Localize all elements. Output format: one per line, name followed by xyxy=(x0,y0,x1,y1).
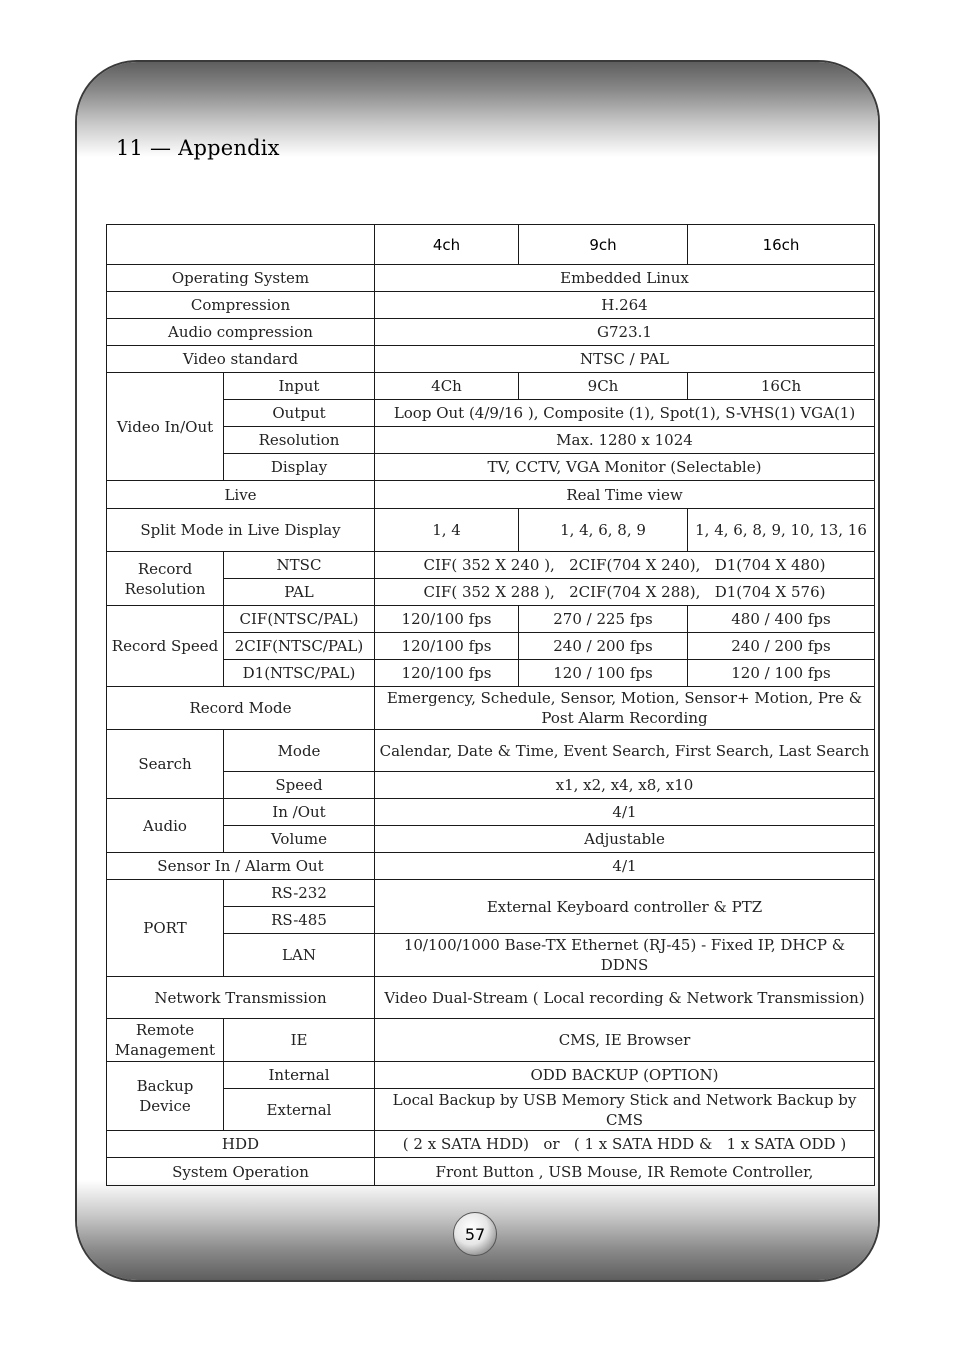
sub-label: D1(NTSC/PAL) xyxy=(224,660,375,687)
table-header-row xyxy=(107,225,875,265)
table-row xyxy=(107,265,875,292)
cell-value: 9Ch xyxy=(519,373,688,400)
group-label: Video In/Out xyxy=(107,373,224,481)
sub-label: Display xyxy=(224,454,375,481)
table-row xyxy=(107,1131,875,1158)
table-row xyxy=(107,346,875,373)
row-value: NTSC / PAL xyxy=(375,346,875,373)
cell-value: 240 / 200 fps xyxy=(688,633,875,660)
sub-label: Speed xyxy=(224,772,375,799)
table-row xyxy=(107,799,875,826)
table-row xyxy=(107,319,875,346)
cell-value: 120/100 fps xyxy=(375,606,519,633)
sub-label: 2CIF(NTSC/PAL) xyxy=(224,633,375,660)
table-row xyxy=(107,730,875,772)
row-value: Max. 1280 x 1024 xyxy=(375,427,875,454)
row-label: Record Mode xyxy=(107,687,375,730)
row-value: ODD BACKUP (OPTION) xyxy=(375,1062,875,1089)
page-number-badge xyxy=(453,1212,497,1256)
row-value: 4/1 xyxy=(375,853,875,880)
row-value: Front Button , USB Mouse, IR Remote Controller, xyxy=(375,1158,875,1186)
cell-value: 120/100 fps xyxy=(375,633,519,660)
sub-label: RS-485 xyxy=(224,907,375,934)
row-value: G723.1 xyxy=(375,319,875,346)
header-16ch: 16ch xyxy=(688,225,875,265)
table-row xyxy=(107,481,875,509)
row-value: Real Time view xyxy=(375,481,875,509)
table-row xyxy=(107,1019,875,1062)
group-label: Record Speed xyxy=(107,606,224,687)
row-label: Operating System xyxy=(107,265,375,292)
row-value: Local Backup by USB Memory Stick and Network Backup by CMS xyxy=(375,1089,875,1131)
row-value: Calendar, Date & Time, Event Search, First Search, Last Search xyxy=(375,730,875,772)
sub-label: Mode xyxy=(224,730,375,772)
row-value: 10/100/1000 Base-TX Ethernet (RJ-45) - Fixed IP, DHCP & DDNS xyxy=(375,934,875,977)
row-label: Audio compression xyxy=(107,319,375,346)
group-label: Backup Device xyxy=(107,1062,224,1131)
table-row xyxy=(107,373,875,400)
page-number: 57 xyxy=(464,1224,486,1244)
table-row xyxy=(107,853,875,880)
table-row xyxy=(107,606,875,633)
group-label: Search xyxy=(107,730,224,799)
row-label: System Operation xyxy=(107,1158,375,1186)
row-value: TV, CCTV, VGA Monitor (Selectable) xyxy=(375,454,875,481)
row-value: CMS, IE Browser xyxy=(375,1019,875,1062)
row-value: CIF( 352 X 240 ), 2CIF(704 X 240), D1(704 X 480) xyxy=(375,552,875,579)
cell-value: 120/100 fps xyxy=(375,660,519,687)
row-value: Adjustable xyxy=(375,826,875,853)
group-label: Record Resolution xyxy=(107,552,224,606)
sub-label: PAL xyxy=(224,579,375,606)
header-4ch: 4ch xyxy=(375,225,519,265)
sub-label: Internal xyxy=(224,1062,375,1089)
sub-label: RS-232 xyxy=(224,880,375,907)
row-label: Sensor In / Alarm Out xyxy=(107,853,375,880)
sub-label: External xyxy=(224,1089,375,1131)
table-row xyxy=(107,1158,875,1186)
sub-label: In /Out xyxy=(224,799,375,826)
sub-label: NTSC xyxy=(224,552,375,579)
table-row xyxy=(107,977,875,1019)
spec-table xyxy=(106,224,875,1186)
row-label: Network Transmission xyxy=(107,977,375,1019)
cell-value: 480 / 400 fps xyxy=(688,606,875,633)
row-value: External Keyboard controller & PTZ xyxy=(375,880,875,934)
cell-value: 1, 4, 6, 8, 9 xyxy=(519,509,688,552)
sub-label: Volume xyxy=(224,826,375,853)
table-row xyxy=(107,880,875,907)
row-label: Live xyxy=(107,481,375,509)
sub-label: Resolution xyxy=(224,427,375,454)
row-value: Loop Out (4/9/16 ), Composite (1), Spot(1), S-VHS(1) VGA(1) xyxy=(375,400,875,427)
cell-value: 16Ch xyxy=(688,373,875,400)
header-9ch: 9ch xyxy=(519,225,688,265)
row-value: Embedded Linux xyxy=(375,265,875,292)
row-value: Video Dual-Stream ( Local recording & Network Transmission) xyxy=(375,977,875,1019)
cell-value: 1, 4 xyxy=(375,509,519,552)
sub-label: Input xyxy=(224,373,375,400)
table-row xyxy=(107,292,875,319)
row-label: Compression xyxy=(107,292,375,319)
sub-label: IE xyxy=(224,1019,375,1062)
table-row xyxy=(107,1062,875,1089)
cell-value: 120 / 100 fps xyxy=(688,660,875,687)
cell-value: 120 / 100 fps xyxy=(519,660,688,687)
table-row xyxy=(107,552,875,579)
row-value: H.264 xyxy=(375,292,875,319)
table-row xyxy=(107,687,875,730)
page-title: 11 — Appendix xyxy=(116,136,280,160)
table-row xyxy=(107,509,875,552)
cell-value: 4Ch xyxy=(375,373,519,400)
cell-value: 240 / 200 fps xyxy=(519,633,688,660)
row-value: Emergency, Schedule, Sensor, Motion, Sensor+ Motion, Pre & Post Alarm Recording xyxy=(375,687,875,730)
row-value: 4/1 xyxy=(375,799,875,826)
sub-label: Output xyxy=(224,400,375,427)
header-blank-cell xyxy=(107,225,375,265)
sub-label: CIF(NTSC/PAL) xyxy=(224,606,375,633)
row-value: x1, x2, x4, x8, x10 xyxy=(375,772,875,799)
sub-label: LAN xyxy=(224,934,375,977)
cell-value: 270 / 225 fps xyxy=(519,606,688,633)
row-label: HDD xyxy=(107,1131,375,1158)
row-value: CIF( 352 X 288 ), 2CIF(704 X 288), D1(704 X 576) xyxy=(375,579,875,606)
row-label: Split Mode in Live Display xyxy=(107,509,375,552)
cell-value: 1, 4, 6, 8, 9, 10, 13, 16 xyxy=(688,509,875,552)
group-label: Audio xyxy=(107,799,224,853)
row-value: ( 2 x SATA HDD) or ( 1 x SATA HDD & 1 x SATA ODD ) xyxy=(375,1131,875,1158)
group-label: PORT xyxy=(107,880,224,977)
row-label: Video standard xyxy=(107,346,375,373)
group-label: Remote Management xyxy=(107,1019,224,1062)
